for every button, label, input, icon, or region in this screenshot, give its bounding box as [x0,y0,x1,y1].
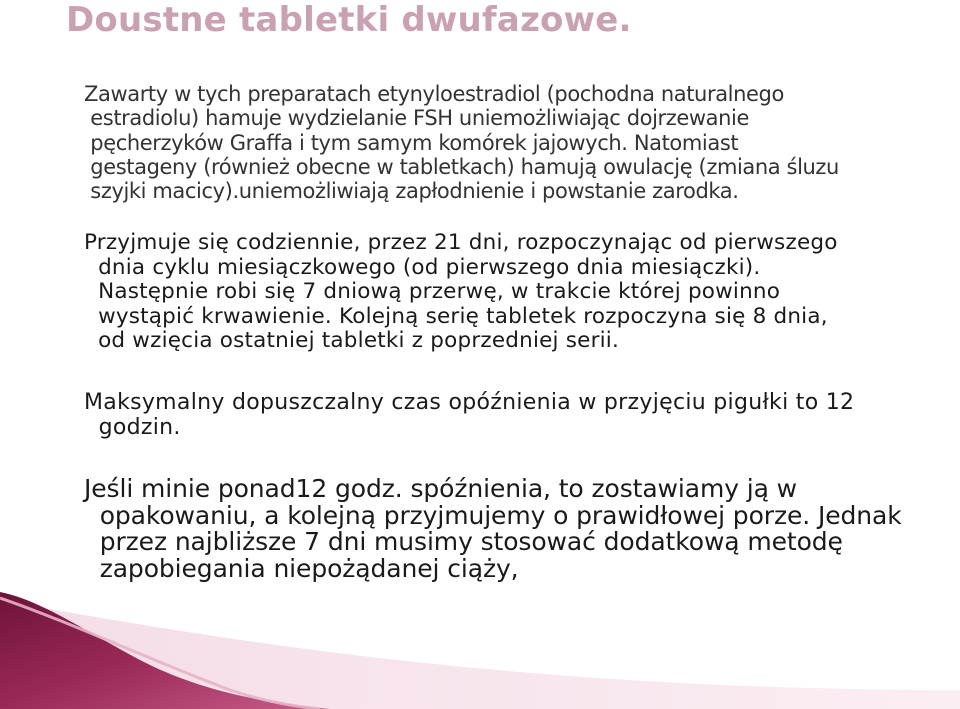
wave-highlight [0,598,320,709]
wave-band-light [0,600,960,709]
paragraph-max-delay: Maksymalny dopuszczalny czas opóźnienia w przyjęciu pigułki to 12 godzin. [84,390,855,440]
paragraph-dosage-schedule: Przyjmuje się codziennie, przez 21 dni, rozpoczynając od pierwszego dnia cyklu miesiączkowego (od pierwszego dnia miesiączki). Następnie robi się 7 dniową przerwę, w trakcie której powinno wystąpić krwawienie. Kolejną serię tabletek rozpoczyna się 8 dnia, od wzięcia ostatniej tabletki z poprzedniej serii. [84,230,838,353]
wave-band-dark [0,592,330,709]
paragraph-missed-pill: Jeśli minie ponad12 godz. spóźnienia, to zostawiamy ją w opakowaniu, a kolejną przyjmujemy o prawidłowej porze. Jednak przez najbliższe 7 dni musimy stosować dodatkową metodę zapobiegania niepożądanej ciąży, [84,474,902,583]
paragraph-mechanism: Zawarty w tych preparatach etynyloestradiol (pochodna naturalnego estradiolu) hamuje wydzielanie FSH uniemożliwiając dojrzewanie pęcherzyków Graffa i tym samym komórek jajowych. Natomiast gestageny (również obecne w tabletkach) hamują owulację (zmiana śluzu szyjki macicy).uniemożliwiają zapłodnienie i powstanie zarodka. [84,82,839,204]
slide-title: Doustne tabletki dwufazowe. [66,0,632,40]
